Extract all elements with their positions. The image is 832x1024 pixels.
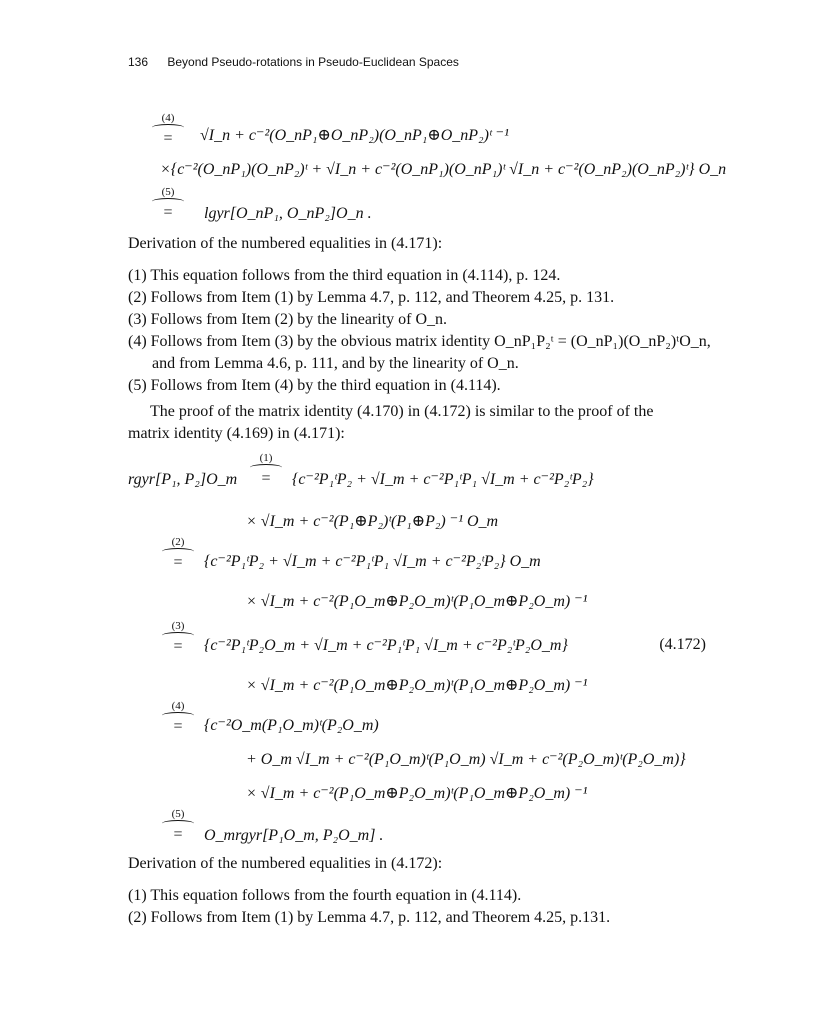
running-header [128,55,459,69]
paragraph-line-2: matrix identity (4.169) in (4.171): [128,425,345,442]
derivation172-item-2: (2) Follows from Item (1) by Lemma 4.7, p. 112, and Theorem 4.25, p.131. [128,909,611,926]
derivation172-item-1: (1) This equation follows from the fourth equation in (4.114). [128,887,522,904]
eq172-step-5: (5) = [160,808,196,843]
eq172-row2a: {c⁻²P₁ᵗP₂ + √I_m + c⁻²P₁ᵗP₁ √I_m + c⁻²P₂ᵗP₂} O_m [204,553,541,570]
page-number: 136 [128,55,149,69]
derivation171-item-2: (2) Follows from Item (1) by Lemma 4.7, p. 112, and Theorem 4.25, p. 131. [128,289,615,306]
eq171-line-1: √I_n + c⁻²(O_nP₁⊕O_nP₂)(O_nP₁⊕O_nP₂)ᵗ ⁻¹ [200,127,509,144]
eq172-step-4: (4) = [160,700,196,735]
running-title: Beyond Pseudo-rotations in Pseudo-Euclidean Spaces [167,55,459,69]
eq171-line-2: ×{c⁻²(O_nP₁)(O_nP₂)ᵗ + √I_n + c⁻²(O_nP₁)(O_nP₁)ᵗ √I_n + c⁻²(O_nP₂)(O_nP₂)ᵗ} O_n [160,161,727,178]
derivation171-item-4: (4) Follows from Item (3) by the obvious matrix identity O_nP₁P₂ᵗ = (O_nP₁)(O_nP₂)ᵗO_n, [128,333,711,350]
eq172-row3a: {c⁻²P₁ᵗP₂O_m + √I_m + c⁻²P₁ᵗP₁ √I_m + c⁻²P₂ᵗP₂O_m} [204,637,568,654]
derivation171-item-4-cont: and from Lemma 4.6, p. 111, and by the linearity of O_n. [152,355,519,372]
derivation171-item-3: (3) Follows from Item (2) by the linearity of O_n. [128,311,448,328]
eq172-row2b: × √I_m + c⁻²(P₁O_m⊕P₂O_m)ᵗ(P₁O_m⊕P₂O_m) ⁻¹ [246,593,588,610]
eq172-step-3: (3) = [160,620,196,655]
eq171-line-3: lgyr[O_nP₁, O_nP₂]O_n . [204,205,372,222]
eq172-step-1: (1) = [248,452,284,487]
paragraph-line-1: The proof of the matrix identity (4.170) in (4.172) is similar to the proof of the [150,403,654,420]
eq172-row1a: {c⁻²P₁ᵗP₂ + √I_m + c⁻²P₁ᵗP₁ √I_m + c⁻²P₂ᵗP₂} [292,471,594,488]
derivation171-item-1: (1) This equation follows from the third equation in (4.114), p. 124. [128,267,561,284]
eq172-row1b: × √I_m + c⁻²(P₁⊕P₂)ᵗ(P₁⊕P₂) ⁻¹ O_m [246,513,499,530]
derivation172-heading: Derivation of the numbered equalities in (4.172): [128,855,443,872]
eq172-row5: O_mrgyr[P₁O_m, P₂O_m] . [204,827,384,844]
equation-number: (4.172) [659,636,706,653]
equality-step-4: (4) = [150,112,186,147]
eq172-row4a: {c⁻²O_m(P₁O_m)ᵗ(P₂O_m) [204,717,379,734]
equality-step-5: (5) = [150,186,186,221]
eq172-step-2: (2) = [160,536,196,571]
derivation171-item-5: (5) Follows from Item (4) by the third equation in (4.114). [128,377,501,394]
derivation171-heading: Derivation of the numbered equalities in (4.171): [128,235,443,252]
eq172-row4b: + O_m √I_m + c⁻²(P₁O_m)ᵗ(P₁O_m) √I_m + c⁻²(P₂O_m)ᵗ(P₂O_m)} [246,751,686,768]
eq172-row3b: × √I_m + c⁻²(P₁O_m⊕P₂O_m)ᵗ(P₁O_m⊕P₂O_m) ⁻¹ [246,677,588,694]
eq172-lhs: rgyr[P₁, P₂]O_m [128,471,238,488]
eq172-row4c: × √I_m + c⁻²(P₁O_m⊕P₂O_m)ᵗ(P₁O_m⊕P₂O_m) ⁻¹ [246,785,588,802]
